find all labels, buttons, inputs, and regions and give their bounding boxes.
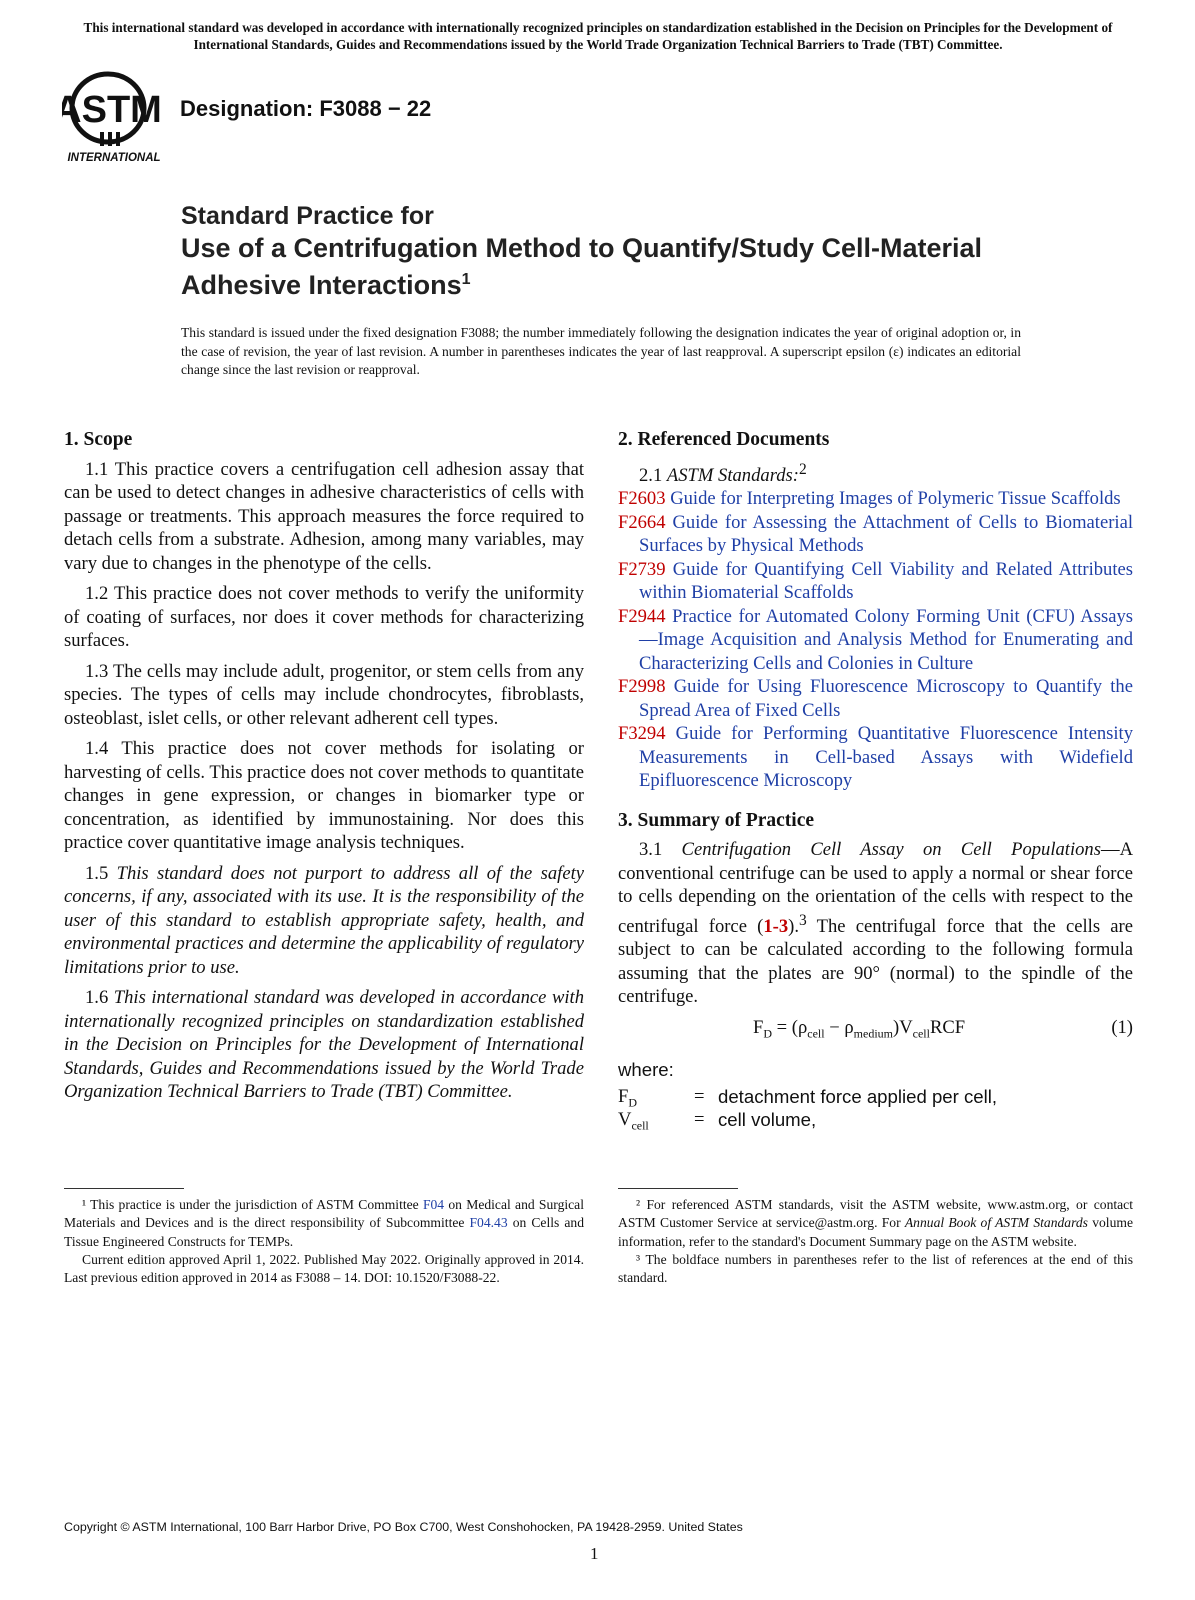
section-heading-scope: 1. Scope [64,429,133,450]
para-text: —A conventional centrifuge can be used to apply a normal or shear force to cells depending on the orientation of the cells with respect to the centrifugal force ( [618,839,1133,937]
reference-title-link[interactable]: Guide for Using Fluorescence Microscopy to Quantify the Spread Area of Fixed Cells [639,676,1133,721]
definition-row [618,1085,1133,1111]
title-footnote-mark: 1 [461,271,471,288]
reference-item[interactable] [618,605,1133,676]
astm-logo [62,70,166,165]
para-text: ). [788,915,799,937]
reference-title-link[interactable]: Guide for Interpreting Images of Polymeric Tissue Scaffolds [670,488,1121,510]
where-label: where: [618,1058,674,1080]
reference-code-link[interactable]: F2603 [618,488,666,510]
reference-link[interactable]: 1-3 [763,915,789,937]
reference-code-link[interactable]: F3294 [618,723,666,745]
footnotes-left [64,1196,584,1287]
reference-item[interactable] [618,558,1133,605]
logo-subtext: INTERNATIONAL [67,152,161,164]
reference-code-link[interactable]: F2944 [618,605,666,627]
footnote-text: on Cells and Tissue Engineered Constructs for TEMPs. [64,1215,584,1249]
eq-subscript: cell [912,1026,930,1041]
symbol-letter: V [618,1109,632,1131]
eq-part: = (ρ [772,1016,808,1038]
para-num: 3.1 [639,839,663,861]
issue-note: This standard is issued under the fixed designation F3088; the number immediately following the designation indicates the year of original adoption or, in the case of revision, the year of last revision. A number in parentheses indicates the year of last reapproval. A superscript epsilon (ε) indicates an editorial change since the last revision or reapproval. [181,325,1021,377]
eq-part: )V [893,1016,913,1038]
footnote-edition: Current edition approved April 1, 2022. Published May 2022. Originally approved in 2014. Last previous edition approved in 2014 as F3088 – 14. DOI: 10.1520/F3088-22. [64,1251,584,1286]
footnote-mark: 2 [798,460,807,478]
footnote-2 [618,1196,1133,1251]
paragraph-1-5 [64,862,584,980]
para-text: The centrifugal force that the cells are subject to can be calculated according to the following formula assuming that the plates are 90° (normal) to the spindle of the centrifuge. [618,915,1133,1008]
reference-title-link[interactable]: Guide for Assessing the Attachment of Cells to Biomaterial Surfaces by Physical Methods [639,511,1134,557]
title-main-text: Use of a Centrifugation Method to Quantify/Study Cell-Material Adhesive Interactions [181,233,983,300]
para-text: This standard does not purport to address all of the safety concerns, if any, associated with its use. It is the responsibility of the user of this standard to establish appropriate safety, health, and environmental practices and determine the applicability of regulatory limitations prior to use. [64,862,584,978]
eq-subscript: medium [853,1026,893,1041]
reference-code-link[interactable]: F2664 [618,511,666,533]
eq-subscript: D [763,1026,773,1041]
def-equals: = [694,1086,705,1108]
reference-title-link[interactable]: Guide for Performing Quantitative Fluorescence Intensity Measurements in Cell-based Assays with Widefield Epifluorescence Microscopy [639,723,1133,792]
title-pre: Standard Practice for [181,202,434,230]
footnote-text: ¹ This practice is under the jurisdiction of ASTM Committee [82,1197,423,1212]
footnote-divider [64,1188,184,1189]
footnote-mark: 3 [799,911,807,929]
footnote-3: ³ The boldface numbers in parentheses refer to the list of references at the end of this standard. [618,1251,1133,1286]
reference-title-link[interactable]: Practice for Automated Colony Forming Unit (CFU) Assays—Image Acquisition and Analysis Method for Enumerating and Characterizing Cells and Colonies in Culture [639,605,1133,674]
right-column [618,428,1134,1134]
reference-item[interactable] [618,722,1133,793]
subsection-astm-standards [618,458,1133,488]
reference-title-link[interactable]: Guide for Quantifying Cell Viability and Related Attributes within Biomaterial Scaffolds [639,558,1133,604]
footnote-text: volume information, refer to the standard's Document Summary page on the ASTM website. [618,1215,1133,1249]
reference-code-link[interactable]: F2998 [618,676,666,698]
symbol-subscript: D [628,1096,638,1111]
definition-row [618,1108,1133,1134]
subcommittee-link[interactable]: F04.43 [469,1215,508,1231]
eq-part: RCF [929,1016,966,1038]
paragraph-1-2: 1.2 This practice does not cover methods to verify the uniformity of coating of surfaces, nor does it cover methods for characterizing surfaces. [64,583,584,651]
paragraph-1-4: 1.4 This practice does not cover methods for isolating or harvesting of cells. This practice does not cover methods to quantitate changes in gene expression, or changes in biomarker type or concentration, as identified by immunostaining. Nor does this practice cover quantitative image analysis techniques. [64,738,584,853]
para-text: This international standard was developed in accordance with internationally recognized principles on standardization established in the Decision on Principles for the Development of International Standards, Guides and Recommendations issued by the World Trade Organization Technical Barriers to Trade (TBT) Committee. [64,987,584,1102]
document-title [181,200,1021,301]
section-heading-referenced-documents: 2. Referenced Documents [618,429,830,450]
paragraph-3-1 [618,838,1133,1009]
para-num: 1.6 [85,987,109,1008]
section-heading-summary: 3. Summary of Practice [618,809,815,831]
symbol-letter: F [618,1086,629,1108]
footnote-text: ² For referenced ASTM standards, visit the ASTM website, www.astm.org, or contact ASTM Customer Service at service@astm.org. For [618,1197,1133,1231]
reference-item[interactable] [618,511,1133,558]
para-num: 1.5 [85,862,109,884]
eq-subscript: cell [807,1026,825,1041]
reference-list [618,487,1133,793]
page-number: 1 [590,1544,599,1563]
equation-expression [753,1016,965,1046]
top-notice: This international standard was developed in accordance with internationally recognized principles on standardization established in the Decision on Principles for the Development of International Standards, Guides and Recommendations issued by the World Trade Organization Technical Barriers to Trade (TBT) Committee. [83,20,1113,52]
eq-part: − ρ [824,1016,854,1038]
equation-number: (1) [1111,1016,1133,1038]
paragraph-1-6 [64,986,584,1104]
def-text: detachment force applied per cell, [718,1086,998,1108]
reference-item[interactable] [618,675,1133,722]
para-num: 2.1 [639,464,663,486]
subsection-label: ASTM Standards: [666,464,799,486]
footnote-1 [64,1196,584,1251]
footnotes-right [618,1196,1133,1287]
symbol-subscript: cell [631,1119,649,1134]
para-italic-title: Centrifugation Cell Assay on Cell Populations [681,839,1101,861]
def-equals: = [694,1109,705,1131]
designation: Designation: F3088 − 22 [180,96,432,121]
committee-link[interactable]: F04 [422,1197,445,1212]
left-column [64,428,584,1111]
copyright-line: Copyright © ASTM International, 100 Barr Harbor Drive, PO Box C700, West Conshohocken, PA 19428-2959. United States [64,1520,743,1534]
footnote-italic: Annual Book of ASTM Standards [904,1215,1088,1231]
eq-symbol: F [753,1016,764,1038]
def-text: cell volume, [718,1109,817,1131]
paragraph-1-3: 1.3 The cells may include adult, progenitor, or stem cells from any species. The types of cells may include chondrocytes, fibroblasts, osteoblast, islet cells, or other relevant adherent cell types. [64,660,584,729]
footnote-text: on Medical and Surgical Materials and Devices and is the direct responsibility of Subcommittee [64,1197,584,1231]
reference-code-link[interactable]: F2739 [618,558,666,580]
footnote-divider [618,1188,738,1189]
paragraph-1-1: 1.1 This practice covers a centrifugation cell adhesion assay that can be used to detect changes in adhesive characteristics of cells with passage or treatments. This approach measures the force required to detach cells from a substrate. Adhesion, among many variables, may vary due to changes in the phenotype of the cells. [64,458,584,574]
equation-1 [618,1016,1133,1044]
title-main [181,232,1021,301]
logo-text: ASTM [62,89,162,131]
def-symbol [618,1108,649,1138]
reference-item[interactable] [618,487,1133,511]
